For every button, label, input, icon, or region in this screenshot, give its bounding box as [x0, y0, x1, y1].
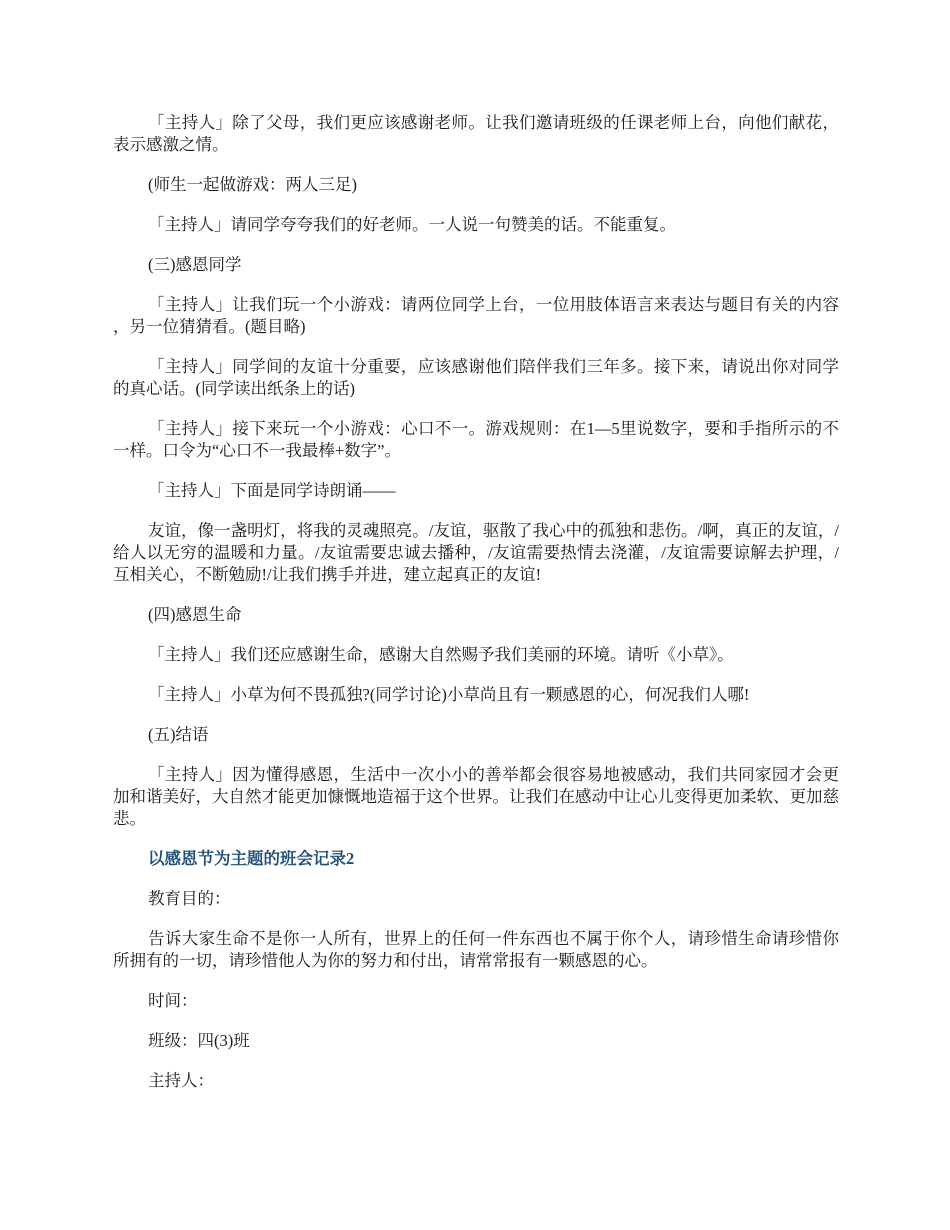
document-page — [113, 112, 839, 1110]
paragraph-mind-mouth-game: 「主持人」接下来玩一个小游戏：心口不一。游戏规则：在1—5里说数字，要和手指所示的不一样。口令为“心口不一我最棒+数字”。 — [113, 419, 839, 460]
subheading-thank-classmates: (三)感恩同学 — [148, 255, 242, 274]
paragraph-host-label: 主持人： — [148, 1071, 214, 1090]
subheading-thank-life: (四)感恩生命 — [148, 605, 242, 624]
paragraph-thank-teachers: 「主持人」除了父母，我们更应该感谢老师。让我们邀请班级的任课老师上台，向他们献花，表示感激之情。 — [113, 113, 839, 154]
section-title: 以感恩节为主题的班会记录2 — [148, 849, 355, 868]
paragraph-conclusion: 「主持人」因为懂得感恩，生活中一次小小的善举都会很容易地被感动，我们共同家园才会更加和谐美好，大自然才能更加慷慨地造福于这个世界。让我们在感动中让心儿变得更加柔软、更加慈悲。 — [113, 765, 839, 828]
paragraph-body-language-game: 「主持人」让我们玩一个小游戏：请两位同学上台，一位用肢体语言来表达与题目有关的内容，另一位猜猜看。(题目略) — [113, 295, 839, 336]
paragraph-class-label: 班级：四(3)班 — [148, 1031, 250, 1050]
paragraph-education-goal: 告诉大家生命不是你一人所有，世界上的任何一件东西也不属于你个人，请珍惜生命请珍惜你所拥有的一切，请珍惜他人为你的努力和付出，请常常报有一颗感恩的心。 — [113, 929, 839, 970]
paragraph-game-three-legged: (师生一起做游戏：两人三足) — [148, 175, 357, 194]
paragraph-poem-intro: 「主持人」下面是同学诗朗诵—— — [148, 481, 396, 500]
paragraph-little-grass: 「主持人」小草为何不畏孤独?(同学讨论)小草尚且有一颗感恩的心，何况我们人哪! — [148, 685, 750, 704]
paragraph-time-label: 时间： — [148, 991, 198, 1010]
subheading-conclusion: (五)结语 — [148, 725, 209, 744]
paragraph-education-goal-label: 教育目的： — [148, 889, 231, 908]
paragraph-thank-nature: 「主持人」我们还应感谢生命，感谢大自然赐予我们美丽的环境。请听《小草》。 — [148, 645, 734, 664]
paragraph-friendship-poem: 友谊，像一盏明灯，将我的灵魂照亮。/友谊，驱散了我心中的孤独和悲伤。/啊，真正的友谊，/给人以无穷的温暖和力量。/友谊需要忠诚去播种，/友谊需要热情去浇灌，/友谊需要谅解去护理，/互相关心，不断勉励!/让我们携手并进，建立起真正的友谊! — [113, 521, 839, 584]
paragraph-praise-teachers: 「主持人」请同学夸夸我们的好老师。一人说一句赞美的话。不能重复。 — [148, 215, 676, 234]
paragraph-friendship: 「主持人」同学间的友谊十分重要，应该感谢他们陪伴我们三年多。接下来，请说出你对同学的真心话。(同学读出纸条上的话) — [113, 357, 839, 398]
